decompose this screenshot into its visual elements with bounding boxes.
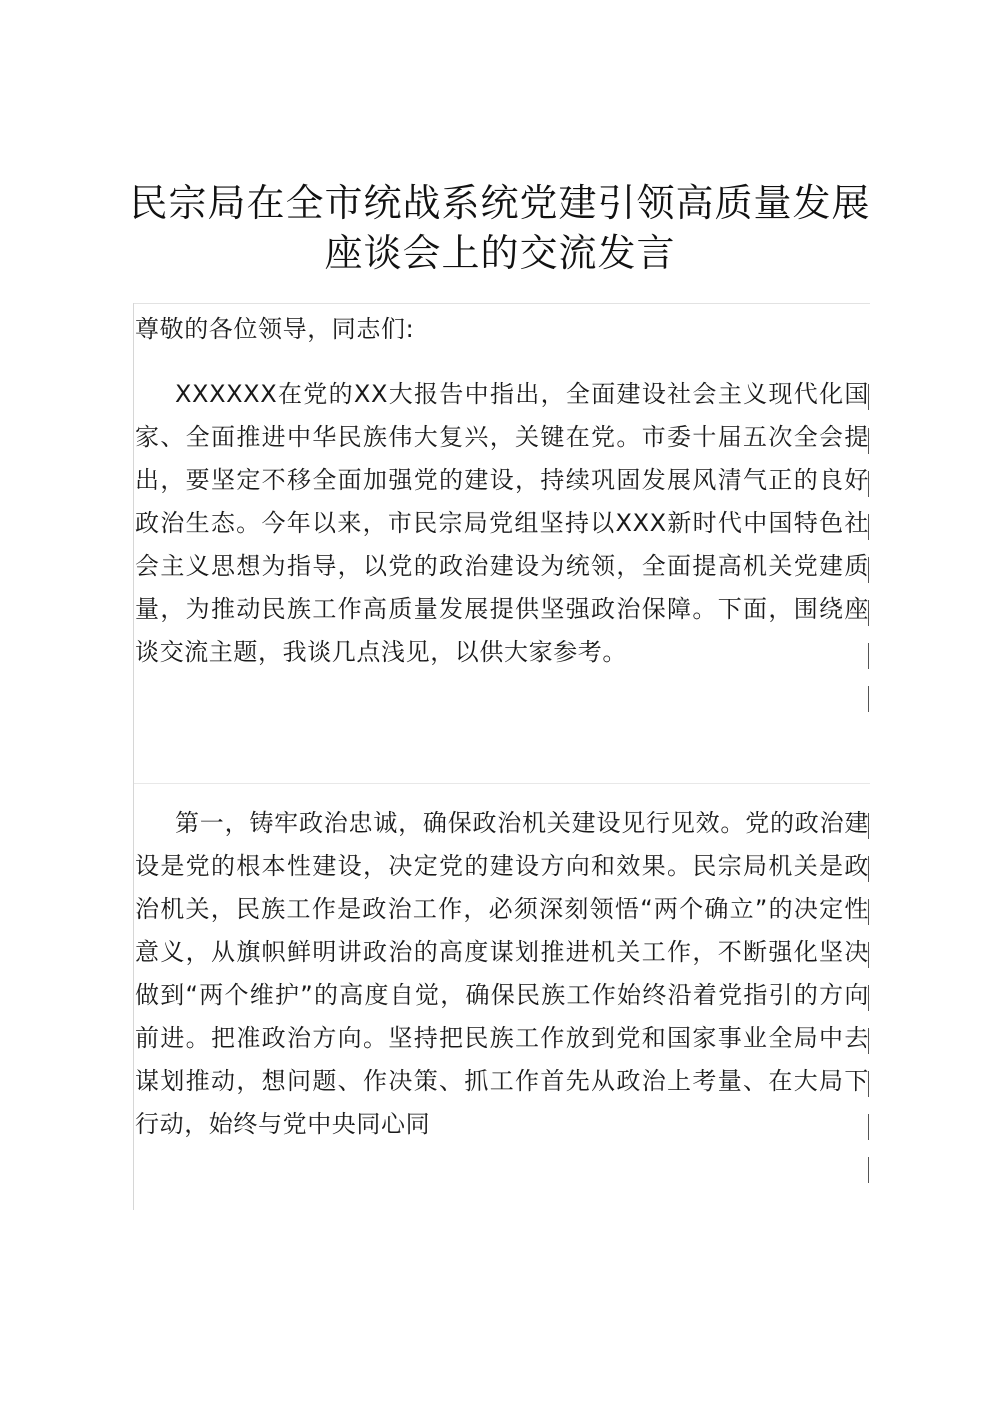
paragraph-first-point: 第一，铸牢政治忠诚，确保政治机关建设见行见效。党的政治建设是党的根本性建设，决定党的建设方向和效果。民宗局机关是政治机关，民族工作是政治工作，必须深刻领悟“两个确立”的决定性意义，从旗帜鲜明讲政治的高度谋划推进机关工作，不断强化坚决做到“两个维护”的高度自觉，确保民族工作始终沿着党指引的方向前进。把准政治方向。坚持把民族工作放到党和国家事业全局中去谋划推动，想问题、作决策、抓工作首先从政治上考量、在大局下行动，始终与党中央同心同 xyxy=(135,809,869,1138)
line-end-mark xyxy=(868,1157,869,1183)
line-end-mark xyxy=(868,686,869,712)
paragraph-intro: XXXXXX在党的XX大报告中指出，全面建设社会主义现代化国家、全面推进中华民族伟大复兴，关键在党。市委十届五次全会提出，要坚定不移全面加强党的建设，持续巩固发展风清气正的良好政治生态。今年以来，市民宗局党组坚持以XXX新时代中国特色社会主义思想为指导，以党的政治建设为统领，全面提高机关党建质量，为推动民族工作高质量发展提供坚强政治保障。下面，围绕座谈交流主题，我谈几点浅见，以供大家参考。 xyxy=(135,380,869,666)
salutation: 尊敬的各位领导，同志们: xyxy=(135,315,415,343)
frame-paragraph-rule xyxy=(134,783,870,784)
frame-top-rule xyxy=(134,303,870,304)
right-margin-marks xyxy=(868,0,870,1403)
document-title: 民宗局在全市统战系统党建引领高质量发展座谈会上的交流发言 xyxy=(129,181,871,275)
